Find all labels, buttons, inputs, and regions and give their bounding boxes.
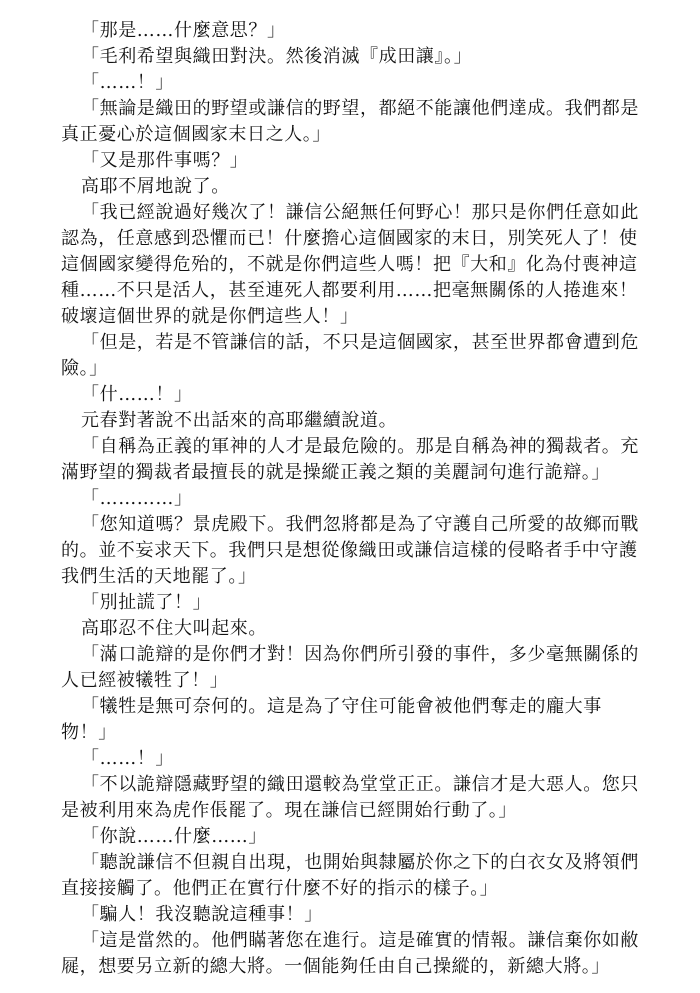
paragraph: 「毛利希望與織田對決。然後消滅『成田讓』。」 bbox=[81, 46, 473, 67]
paragraph: 元春對著說不出話來的高耶繼續說道。 bbox=[81, 410, 398, 431]
paragraph: 高耶忍不住大叫起來。 bbox=[81, 618, 267, 639]
paragraph: 「自稱為正義的軍神的人才是最危險的。那是自稱為神的獨裁者。充滿野望的獨裁者最擅長的就是操縱正義之類的美麗詞句進行詭辯。」 bbox=[61, 436, 639, 483]
paragraph: 「騙人！我沒聽說這種事！」 bbox=[81, 904, 323, 925]
paragraph: 「……！」 bbox=[81, 748, 174, 769]
paragraph: 「犧牲是無可奈何的。這是為了守住可能會被他們奪走的龐大事物！」 bbox=[61, 696, 602, 743]
paragraph: 「什……！」 bbox=[81, 384, 193, 405]
paragraph: 「…………」 bbox=[81, 488, 193, 509]
paragraph: 「聽說謙信不但親自出現，也開始與隸屬於你之下的白衣女及將領們直接接觸了。他們正在實行什麼不好的指示的樣子。」 bbox=[61, 852, 639, 899]
paragraph: 「別扯謊了！」 bbox=[81, 592, 212, 613]
paragraph: 「不以詭辯隱藏野望的織田還較為堂堂正正。謙信才是大惡人。您只是被利用來為虎作倀罷了。現在謙信已經開始行動了。」 bbox=[61, 774, 639, 821]
paragraph: 高耶不屑地說了。 bbox=[81, 176, 230, 197]
paragraph: 「……！」 bbox=[81, 72, 174, 93]
paragraph: 「你說……什麼……」 bbox=[81, 826, 267, 847]
document-page bbox=[61, 18, 641, 980]
paragraph: 「您知道嗎？景虎殿下。我們忽將都是為了守護自己所愛的故鄉而戰的。並不妄求天下。我們只是想從像織田或謙信這樣的侵略者手中守護我們生活的天地罷了。」 bbox=[61, 514, 639, 587]
paragraph: 「但是，若是不管謙信的話，不只是這個國家，甚至世界都會遭到危險。」 bbox=[61, 332, 639, 379]
paragraph: 「無論是織田的野望或謙信的野望，都絕不能讓他們達成。我們都是真正憂心於這個國家末日之人。」 bbox=[61, 98, 639, 145]
paragraph: 「這是當然的。他們瞞著您在進行。這是確實的情報。謙信棄你如敝屣，想要另立新的總大將。一個能夠任由自己操縱的，新總大將。」 bbox=[61, 930, 639, 977]
paragraph: 「我已經說過好幾次了！謙信公絕無任何野心！那只是你們任意如此認為，任意感到恐懼而已！什麼擔心這個國家的末日，別笑死人了！使這個國家變得危殆的，不就是你們這些人嗎！把『大和』化為付喪神這種……不只是活人，甚至連死人都要利用……把毫無關係的人捲進來！破壞這個世界的就是你們這些人！」 bbox=[61, 202, 639, 327]
paragraph: 「又是那件事嗎？」 bbox=[81, 150, 249, 171]
paragraph: 「那是……什麼意思？」 bbox=[81, 20, 286, 41]
paragraph: 「滿口詭辯的是你們才對！因為你們所引發的事件，多少毫無關係的人已經被犧牲了！」 bbox=[61, 644, 639, 691]
